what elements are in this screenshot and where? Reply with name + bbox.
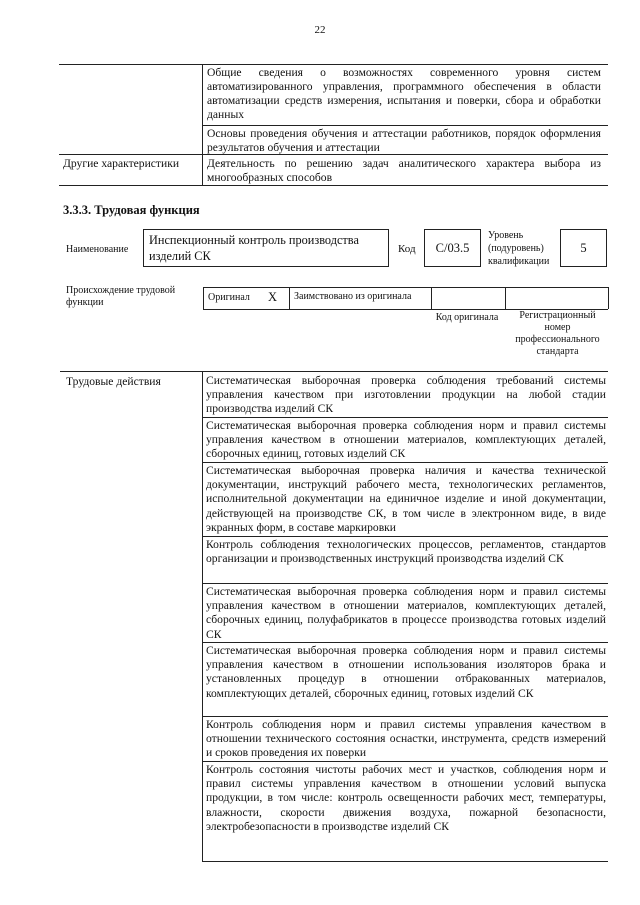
table-rule	[202, 716, 608, 717]
work-actions-label: Трудовые действия	[66, 375, 161, 388]
table-rule	[505, 287, 506, 309]
table-rule	[202, 536, 608, 537]
table-rule	[608, 287, 609, 309]
table-rule	[202, 583, 608, 584]
table-rule	[203, 287, 608, 288]
table-cell: Основы проведения обучения и аттестации работников, порядок оформления результатов обучения и аттестации	[207, 127, 601, 154]
original-label: Оригинал	[208, 292, 250, 303]
level-label: Уровень (подуровень) квалификации	[488, 230, 550, 267]
function-name: Инспекционный контроль производства изделий СК	[149, 233, 359, 263]
table-rule	[202, 462, 608, 463]
function-code-box	[424, 229, 481, 267]
function-code: C/03.5	[435, 240, 470, 255]
table-rule	[59, 64, 608, 65]
work-action-item: Систематическая выборочная проверка соблюдения норм и правил системы управления качеством в отношении материалов, комплектующих деталей, сборочных единиц, полуфабрикатов в процессе производства готовых изделий СК	[206, 585, 606, 641]
table-rule	[202, 642, 608, 643]
work-action-item: Систематическая выборочная проверка наличия и качества технической документации, инструкций рабочего места, технологических регламентов, исполнительной документации на единичное изделие и иной документации, действующей на производстве СК, в том числе в электронном виде, в виде экранных форм, в составе маркировки	[206, 464, 606, 534]
table-rule	[202, 417, 608, 418]
table-rule	[59, 185, 608, 186]
registration-caption: Регистрационный номер профессионального стандарта	[515, 310, 600, 357]
table-cell: Деятельность по решению задач аналитического характера выбора из многообразных способов	[207, 157, 601, 184]
name-label: Наименование	[66, 244, 129, 255]
work-action-item: Систематическая выборочная проверка соблюдения норм и правил системы управления качеством в отношении материалов, комплектующих деталей, сборочных единиц, готовых изделий СК	[206, 419, 606, 461]
origin-row	[203, 287, 608, 309]
work-action-item: Контроль состояния чистоты рабочих мест и участков, соблюдения норм и правил системы управления качеством в отношении условий выпуска продукции, в том числе: контроль освещенности рабочих мест, температуры, влажности, скорости движения воздуха, пожарной безопасности, электробезопасности в производстве изделий СК	[206, 763, 606, 833]
table-rule	[202, 371, 203, 861]
work-action-item: Систематическая выборочная проверка соблюдения требований системы управления качеством при изготовлении продукции на любой стадии производства изделий СК	[206, 374, 606, 416]
page-number: 22	[314, 24, 326, 36]
table-cell: Общие сведения о возможностях современного уровня систем автоматизированного управления, программного обеспечения в области автоматизации средств измерения, испытания и поверки, сбора и обработки данных	[207, 66, 601, 121]
table-rule	[60, 371, 608, 372]
table-rule	[202, 861, 608, 862]
table-rule	[202, 125, 608, 126]
table-rule	[431, 287, 432, 309]
original-mark: X	[268, 290, 278, 304]
origin-label: Происхождение трудовой функции	[66, 285, 176, 308]
borrowed-label: Заимствовано из оригинала	[294, 291, 412, 302]
code-label: Код	[398, 243, 416, 255]
code-caption: Код оригинала	[435, 312, 499, 323]
table-rule	[289, 287, 290, 309]
work-action-item: Систематическая выборочная проверка соблюдения норм и правил системы управления качеством в отношении использования изоляторов брака и установленных процедур в отношении отбракованных материалов, комплектующих деталей, сборочных единиц, готовых изделий СК	[206, 644, 606, 700]
table-rule	[203, 287, 204, 309]
table-rule	[202, 761, 608, 762]
function-name-box	[143, 229, 389, 267]
level-box	[560, 229, 607, 267]
row-label-other-characteristics: Другие характеристики	[63, 157, 180, 170]
section-title: 3.3.3. Трудовая функция	[63, 203, 200, 217]
level-value: 5	[580, 240, 587, 255]
work-action-item: Контроль соблюдения норм и правил системы управления качеством в отношении технического состояния оснастки, инструмента, средств измерений и сроков проведения их поверки	[206, 718, 606, 760]
work-action-item: Контроль соблюдения технологических процессов, регламентов, стандартов организации и производственных инструкций производства изделий СК	[206, 538, 606, 566]
